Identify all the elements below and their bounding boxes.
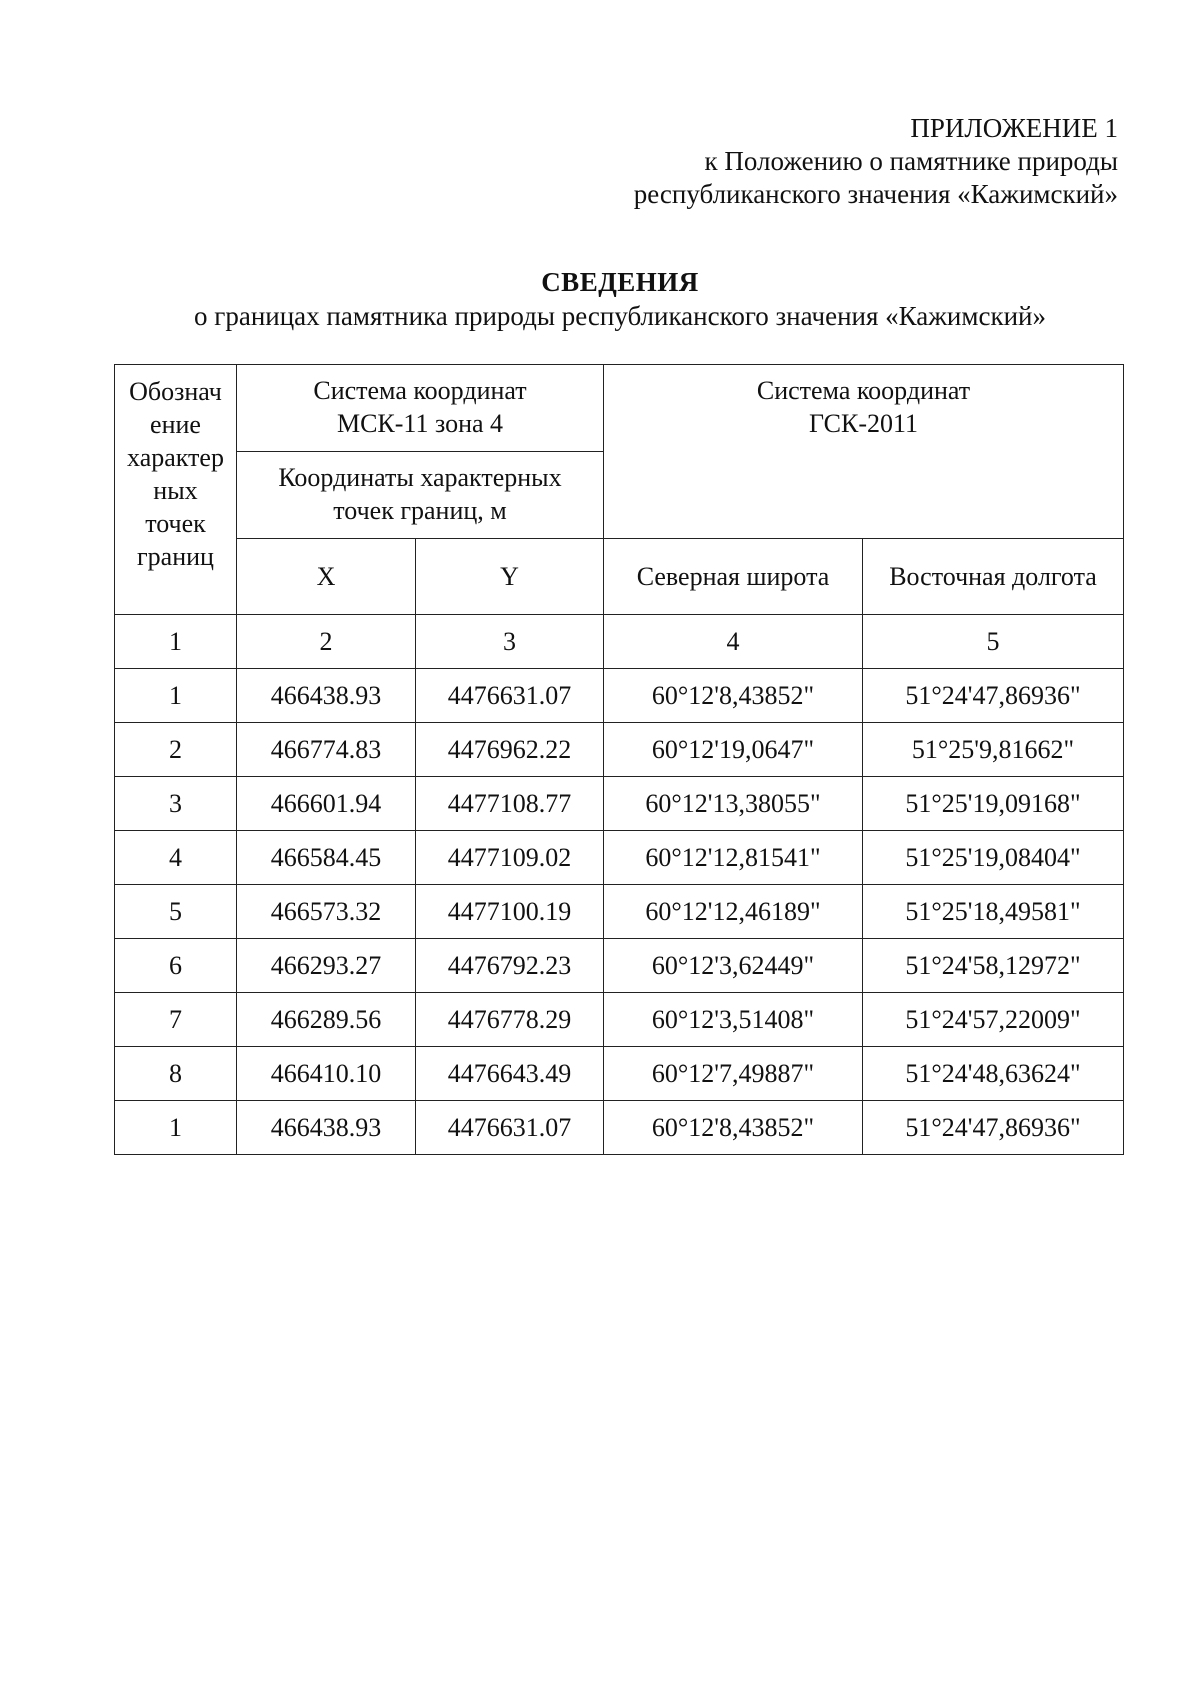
latitude-value: 60°12'3,51408" (604, 993, 863, 1047)
latitude-value: 60°12'13,38055" (604, 777, 863, 831)
point-id: 3 (115, 777, 237, 831)
point-label-line: границ (137, 542, 214, 571)
msk-system-header (237, 365, 604, 452)
point-id: 6 (115, 939, 237, 993)
document-subtitle: о границах памятника природы республиканского значения «Кажимский» (194, 301, 1046, 331)
y-value: 4476962.22 (416, 723, 604, 777)
point-label-line: ение (150, 410, 201, 439)
msk-system-line: Система координат (313, 376, 527, 405)
x-value: 466438.93 (237, 1101, 416, 1155)
latitude-value: 60°12'3,62449" (604, 939, 863, 993)
y-value: 4476643.49 (416, 1047, 604, 1101)
appendix-reference: к Положению о памятнике природы (704, 146, 1118, 176)
x-value: 466410.10 (237, 1047, 416, 1101)
y-value: 4476778.29 (416, 993, 604, 1047)
column-number: 5 (863, 615, 1124, 669)
x-value: 466584.45 (237, 831, 416, 885)
appendix-reference-cont: республиканского значения «Кажимский» (633, 179, 1118, 209)
latitude-value: 60°12'12,46189" (604, 885, 863, 939)
longitude-value: 51°25'18,49581" (863, 885, 1124, 939)
x-value: 466774.83 (237, 723, 416, 777)
x-value: 466573.32 (237, 885, 416, 939)
column-number: 4 (604, 615, 863, 669)
longitude-value: 51°24'48,63624" (863, 1047, 1124, 1101)
column-number: 3 (416, 615, 604, 669)
y-value: 4476631.07 (416, 1101, 604, 1155)
coordinates-table (114, 364, 1124, 1155)
table-row (115, 669, 1124, 723)
longitude-value: 51°24'57,22009" (863, 993, 1124, 1047)
msk-coords-line: точек границ, м (333, 496, 507, 525)
table-row (115, 1101, 1124, 1155)
col-y-header: Y (416, 539, 604, 615)
column-number-row (115, 615, 1124, 669)
point-id: 2 (115, 723, 237, 777)
point-id: 1 (115, 669, 237, 723)
msk-coords-header (237, 452, 604, 539)
latitude-value: 60°12'7,49887" (604, 1047, 863, 1101)
document-heading (0, 265, 1200, 333)
gsk-system-header (604, 365, 1124, 539)
y-value: 4476631.07 (416, 669, 604, 723)
longitude-value: 51°24'47,86936" (863, 669, 1124, 723)
point-label-line: характер (127, 443, 224, 472)
gsk-system-line: Система координат (756, 376, 971, 405)
msk-system-line: МСК-11 зона 4 (336, 409, 504, 438)
longitude-value: 51°24'47,86936" (863, 1101, 1124, 1155)
table-row (115, 723, 1124, 777)
col-lat-header: Северная широта (604, 539, 863, 615)
longitude-value: 51°24'58,12972" (863, 939, 1124, 993)
y-value: 4477108.77 (416, 777, 604, 831)
x-value: 466601.94 (237, 777, 416, 831)
point-id: 4 (115, 831, 237, 885)
latitude-value: 60°12'8,43852" (604, 1101, 863, 1155)
longitude-value: 51°25'19,09168" (863, 777, 1124, 831)
column-number: 1 (115, 615, 237, 669)
column-number: 2 (237, 615, 416, 669)
point-id: 5 (115, 885, 237, 939)
latitude-value: 60°12'12,81541" (604, 831, 863, 885)
table-row (115, 777, 1124, 831)
table-row (115, 993, 1124, 1047)
x-value: 466289.56 (237, 993, 416, 1047)
point-label-header (115, 365, 237, 615)
x-value: 466293.27 (237, 939, 416, 993)
table-row (115, 831, 1124, 885)
longitude-value: 51°25'19,08404" (863, 831, 1124, 885)
table-row (115, 885, 1124, 939)
y-value: 4477109.02 (416, 831, 604, 885)
point-label-line: точек (145, 509, 206, 538)
table-row (115, 939, 1124, 993)
y-value: 4476792.23 (416, 939, 604, 993)
point-id: 7 (115, 993, 237, 1047)
appendix-number: ПРИЛОЖЕНИЕ 1 (910, 113, 1118, 143)
point-label-line: Обознач (129, 377, 222, 406)
point-id: 1 (115, 1101, 237, 1155)
latitude-value: 60°12'19,0647" (604, 723, 863, 777)
gsk-system-line: ГСК-2011 (808, 409, 919, 438)
col-x-header: X (237, 539, 416, 615)
appendix-header (634, 112, 1118, 211)
point-label-line: ных (153, 476, 198, 505)
longitude-value: 51°25'9,81662" (863, 723, 1124, 777)
point-id: 8 (115, 1047, 237, 1101)
latitude-value: 60°12'8,43852" (604, 669, 863, 723)
x-value: 466438.93 (237, 669, 416, 723)
y-value: 4477100.19 (416, 885, 604, 939)
col-lon-header: Восточная долгота (863, 539, 1124, 615)
table-row (115, 1047, 1124, 1101)
msk-coords-line: Координаты характерных (278, 463, 562, 492)
document-title: СВЕДЕНИЯ (541, 267, 699, 297)
